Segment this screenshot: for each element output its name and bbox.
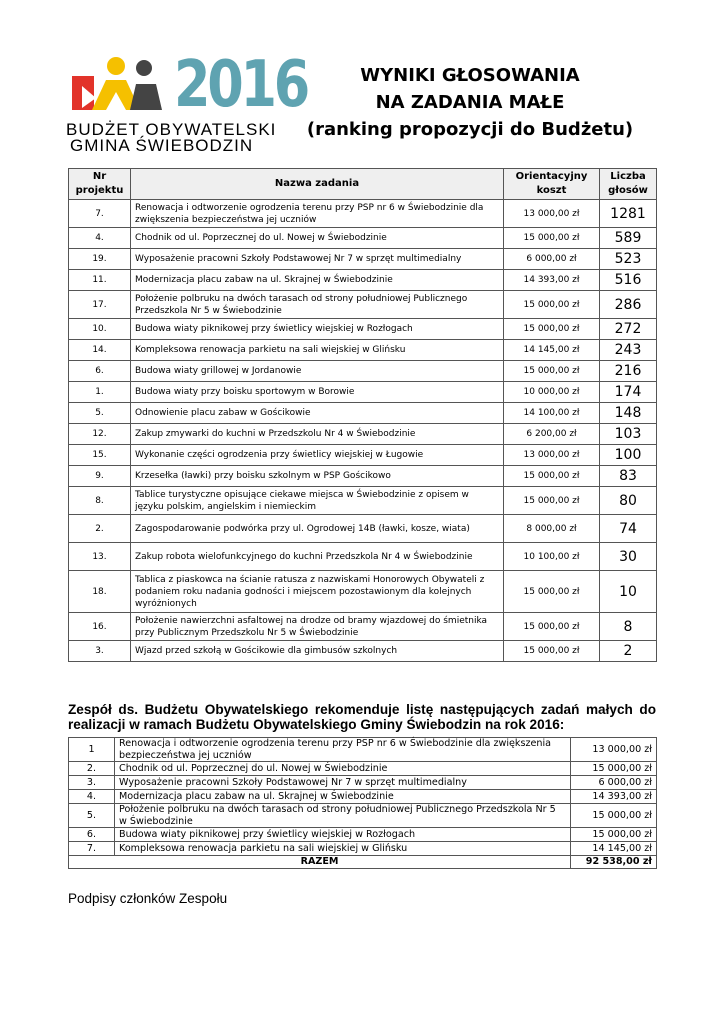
rec-cost: 15 000,00 zł bbox=[571, 828, 657, 842]
row-cost: 6 200,00 zł bbox=[504, 424, 600, 445]
row-votes: 174 bbox=[600, 382, 657, 403]
table-row bbox=[69, 828, 657, 842]
total-row bbox=[69, 856, 657, 869]
row-votes: 10 bbox=[600, 571, 657, 613]
row-votes: 80 bbox=[600, 487, 657, 515]
row-name: Budowa wiaty piknikowej przy świetlicy wiejskiej w Rozłogach bbox=[131, 319, 504, 340]
row-nr: 17. bbox=[69, 291, 131, 319]
row-votes: 272 bbox=[600, 319, 657, 340]
rec-nr: 1 bbox=[69, 738, 115, 762]
row-nr: 8. bbox=[69, 487, 131, 515]
header-name: Nazwa zadania bbox=[131, 169, 504, 200]
row-nr: 18. bbox=[69, 571, 131, 613]
row-votes: 2 bbox=[600, 641, 657, 662]
logo-dark-figure bbox=[130, 84, 162, 110]
table-row bbox=[69, 487, 657, 515]
row-votes: 148 bbox=[600, 403, 657, 424]
row-nr: 7. bbox=[69, 200, 131, 228]
rec-cost: 15 000,00 zł bbox=[571, 804, 657, 828]
row-cost: 15 000,00 zł bbox=[504, 291, 600, 319]
row-cost: 6 000,00 zł bbox=[504, 249, 600, 270]
page-title bbox=[300, 62, 640, 143]
row-name: Wykonanie części ogrodzenia przy świetlicy wiejskiej w Ługowie bbox=[131, 445, 504, 466]
rec-cost: 14 393,00 zł bbox=[571, 790, 657, 804]
logo-year: 2016 bbox=[174, 48, 307, 122]
ranking-header-row bbox=[69, 169, 657, 200]
row-cost: 14 100,00 zł bbox=[504, 403, 600, 424]
logo-line2: GMINA ŚWIEBODZIN bbox=[70, 136, 254, 155]
row-name: Krzesełka (ławki) przy boisku szkolnym w PSP Gościkowo bbox=[131, 466, 504, 487]
row-nr: 9. bbox=[69, 466, 131, 487]
header-cost: Orientacyjny koszt bbox=[504, 169, 600, 200]
row-name: Położenie nawierzchni asfaltowej na drodze od bramy wjazdowej do śmietnika przy Publicznym Przedszkolu Nr 5 w Świebodzinie bbox=[131, 613, 504, 641]
table-row bbox=[69, 571, 657, 613]
table-row bbox=[69, 613, 657, 641]
table-row bbox=[69, 340, 657, 361]
table-row bbox=[69, 249, 657, 270]
row-cost: 13 000,00 zł bbox=[504, 445, 600, 466]
row-name: Zagospodarowanie podwórka przy ul. Ogrodowej 14B (ławki, kosze, wiata) bbox=[131, 515, 504, 543]
row-votes: 286 bbox=[600, 291, 657, 319]
row-nr: 13. bbox=[69, 543, 131, 571]
header-nr: Nr projektu bbox=[69, 169, 131, 200]
row-cost: 15 000,00 zł bbox=[504, 361, 600, 382]
row-nr: 19. bbox=[69, 249, 131, 270]
title-line1: WYNIKI GŁOSOWANIA bbox=[360, 65, 580, 86]
row-cost: 15 000,00 zł bbox=[504, 228, 600, 249]
rec-cost: 14 145,00 zł bbox=[571, 842, 657, 856]
row-nr: 15. bbox=[69, 445, 131, 466]
row-name: Odnowienie placu zabaw w Gościkowie bbox=[131, 403, 504, 424]
table-row bbox=[69, 515, 657, 543]
row-nr: 1. bbox=[69, 382, 131, 403]
row-nr: 16. bbox=[69, 613, 131, 641]
row-name: Kompleksowa renowacja parkietu na sali wiejskiej w Glińsku bbox=[131, 340, 504, 361]
rec-name: Kompleksowa renowacja parkietu na sali wiejskiej w Glińsku bbox=[115, 842, 571, 856]
row-name: Renowacja i odtworzenie ogrodzenia terenu przy PSP nr 6 w Świebodzinie dla zwiększenia bezpieczeństwa jej uczniów bbox=[131, 200, 504, 228]
row-name: Zakup zmywarki do kuchni w Przedszkolu Nr 4 w Świebodzinie bbox=[131, 424, 504, 445]
rec-name: Wyposażenie pracowni Szkoły Podstawowej Nr 7 w sprzęt multimedialny bbox=[115, 776, 571, 790]
table-row bbox=[69, 790, 657, 804]
row-nr: 10. bbox=[69, 319, 131, 340]
row-cost: 10 100,00 zł bbox=[504, 543, 600, 571]
row-cost: 15 000,00 zł bbox=[504, 613, 600, 641]
row-nr: 2. bbox=[69, 515, 131, 543]
table-row bbox=[69, 403, 657, 424]
logo-figures-icon bbox=[66, 52, 166, 114]
table-row bbox=[69, 738, 657, 762]
row-name: Tablice turystyczne opisujące ciekawe miejsca w Świebodzinie z opisem w języku polskim, angielskim i niemieckim bbox=[131, 487, 504, 515]
rec-cost: 13 000,00 zł bbox=[571, 738, 657, 762]
row-name: Chodnik od ul. Poprzecznej do ul. Nowej w Świebodzinie bbox=[131, 228, 504, 249]
recommendation-heading: Zespół ds. Budżetu Obywatelskiego rekomenduje listę następujących zadań małych do realizacji w ramach Budżetu Obywatelskiego Gminy Świebodzin na rok 2016: bbox=[68, 702, 656, 732]
rec-name: Położenie polbruku na dwóch tarasach od strony południowej Publicznego Przedszkola Nr 5 w Świebodzinie bbox=[115, 804, 571, 828]
row-votes: 1281 bbox=[600, 200, 657, 228]
row-cost: 15 000,00 zł bbox=[504, 466, 600, 487]
table-row bbox=[69, 804, 657, 828]
rec-name: Budowa wiaty piknikowej przy świetlicy wiejskiej w Rozłogach bbox=[115, 828, 571, 842]
row-cost: 15 000,00 zł bbox=[504, 641, 600, 662]
table-row bbox=[69, 228, 657, 249]
rec-name: Renowacja i odtworzenie ogrodzenia terenu przy PSP nr 6 w Świebodzinie dla zwiększenia bezpieczeństwa jej uczniów bbox=[115, 738, 571, 762]
table-row bbox=[69, 424, 657, 445]
row-cost: 14 145,00 zł bbox=[504, 340, 600, 361]
table-row bbox=[69, 382, 657, 403]
row-nr: 5. bbox=[69, 403, 131, 424]
rec-nr: 4. bbox=[69, 790, 115, 804]
table-row bbox=[69, 776, 657, 790]
table-row bbox=[69, 270, 657, 291]
table-row bbox=[69, 842, 657, 856]
logo-dark-head bbox=[136, 60, 152, 76]
row-nr: 11. bbox=[69, 270, 131, 291]
signatures-label: Podpisy członków Zespołu bbox=[68, 891, 228, 906]
row-votes: 8 bbox=[600, 613, 657, 641]
row-cost: 10 000,00 zł bbox=[504, 382, 600, 403]
row-nr: 14. bbox=[69, 340, 131, 361]
rec-cost: 6 000,00 zł bbox=[571, 776, 657, 790]
row-votes: 74 bbox=[600, 515, 657, 543]
row-name: Wjazd przed szkołą w Gościkowie dla gimbusów szkolnych bbox=[131, 641, 504, 662]
row-name: Budowa wiaty grillowej w Jordanowie bbox=[131, 361, 504, 382]
table-row bbox=[69, 319, 657, 340]
total-label: RAZEM bbox=[69, 856, 571, 869]
rec-name: Chodnik od ul. Poprzecznej do ul. Nowej w Świebodzinie bbox=[115, 762, 571, 776]
table-row bbox=[69, 445, 657, 466]
row-votes: 216 bbox=[600, 361, 657, 382]
title-line3: (ranking propozycji do Budżetu) bbox=[306, 119, 634, 140]
row-votes: 103 bbox=[600, 424, 657, 445]
row-nr: 4. bbox=[69, 228, 131, 249]
rec-nr: 5. bbox=[69, 804, 115, 828]
row-name: Tablica z piaskowca na ścianie ratusza z nazwiskami Honorowych Obywateli z podaniem roku nadania godności i miejscem pozostawionym dla kolejnych wyróżnionych bbox=[131, 571, 504, 613]
rec-name: Modernizacja placu zabaw na ul. Skrajnej w Świebodzinie bbox=[115, 790, 571, 804]
row-votes: 589 bbox=[600, 228, 657, 249]
table-row bbox=[69, 291, 657, 319]
row-votes: 523 bbox=[600, 249, 657, 270]
table-row bbox=[69, 361, 657, 382]
ranking-table bbox=[68, 168, 657, 662]
logo-line1: BUDŻET OBYWATELSKI bbox=[66, 120, 277, 139]
row-name: Położenie polbruku na dwóch tarasach od strony południowej Publicznego Przedszkola Nr 5 w Świebodzinie bbox=[131, 291, 504, 319]
table-row bbox=[69, 200, 657, 228]
row-nr: 3. bbox=[69, 641, 131, 662]
row-votes: 243 bbox=[600, 340, 657, 361]
row-nr: 6. bbox=[69, 361, 131, 382]
row-cost: 15 000,00 zł bbox=[504, 487, 600, 515]
title-line2: NA ZADANIA MAŁE bbox=[375, 92, 565, 113]
row-cost: 14 393,00 zł bbox=[504, 270, 600, 291]
table-row bbox=[69, 466, 657, 487]
rec-nr: 2. bbox=[69, 762, 115, 776]
total-value: 92 538,00 zł bbox=[571, 856, 657, 869]
rec-nr: 3. bbox=[69, 776, 115, 790]
row-votes: 83 bbox=[600, 466, 657, 487]
rec-nr: 7. bbox=[69, 842, 115, 856]
row-name: Budowa wiaty przy boisku sportowym w Borowie bbox=[131, 382, 504, 403]
row-name: Wyposażenie pracowni Szkoły Podstawowej Nr 7 w sprzęt multimedialny bbox=[131, 249, 504, 270]
row-votes: 30 bbox=[600, 543, 657, 571]
rec-cost: 15 000,00 zł bbox=[571, 762, 657, 776]
logo-yellow-head bbox=[107, 57, 125, 75]
table-row bbox=[69, 641, 657, 662]
row-name: Modernizacja placu zabaw na ul. Skrajnej w Świebodzinie bbox=[131, 270, 504, 291]
table-row bbox=[69, 543, 657, 571]
row-votes: 100 bbox=[600, 445, 657, 466]
row-cost: 15 000,00 zł bbox=[504, 571, 600, 613]
recommendation-table bbox=[68, 737, 657, 869]
logo bbox=[66, 48, 307, 155]
row-cost: 8 000,00 zł bbox=[504, 515, 600, 543]
table-row bbox=[69, 762, 657, 776]
row-votes: 516 bbox=[600, 270, 657, 291]
row-cost: 15 000,00 zł bbox=[504, 319, 600, 340]
rec-nr: 6. bbox=[69, 828, 115, 842]
row-name: Zakup robota wielofunkcyjnego do kuchni Przedszkola Nr 4 w Świebodzinie bbox=[131, 543, 504, 571]
row-cost: 13 000,00 zł bbox=[504, 200, 600, 228]
header-votes: Liczba głosów bbox=[600, 169, 657, 200]
row-nr: 12. bbox=[69, 424, 131, 445]
